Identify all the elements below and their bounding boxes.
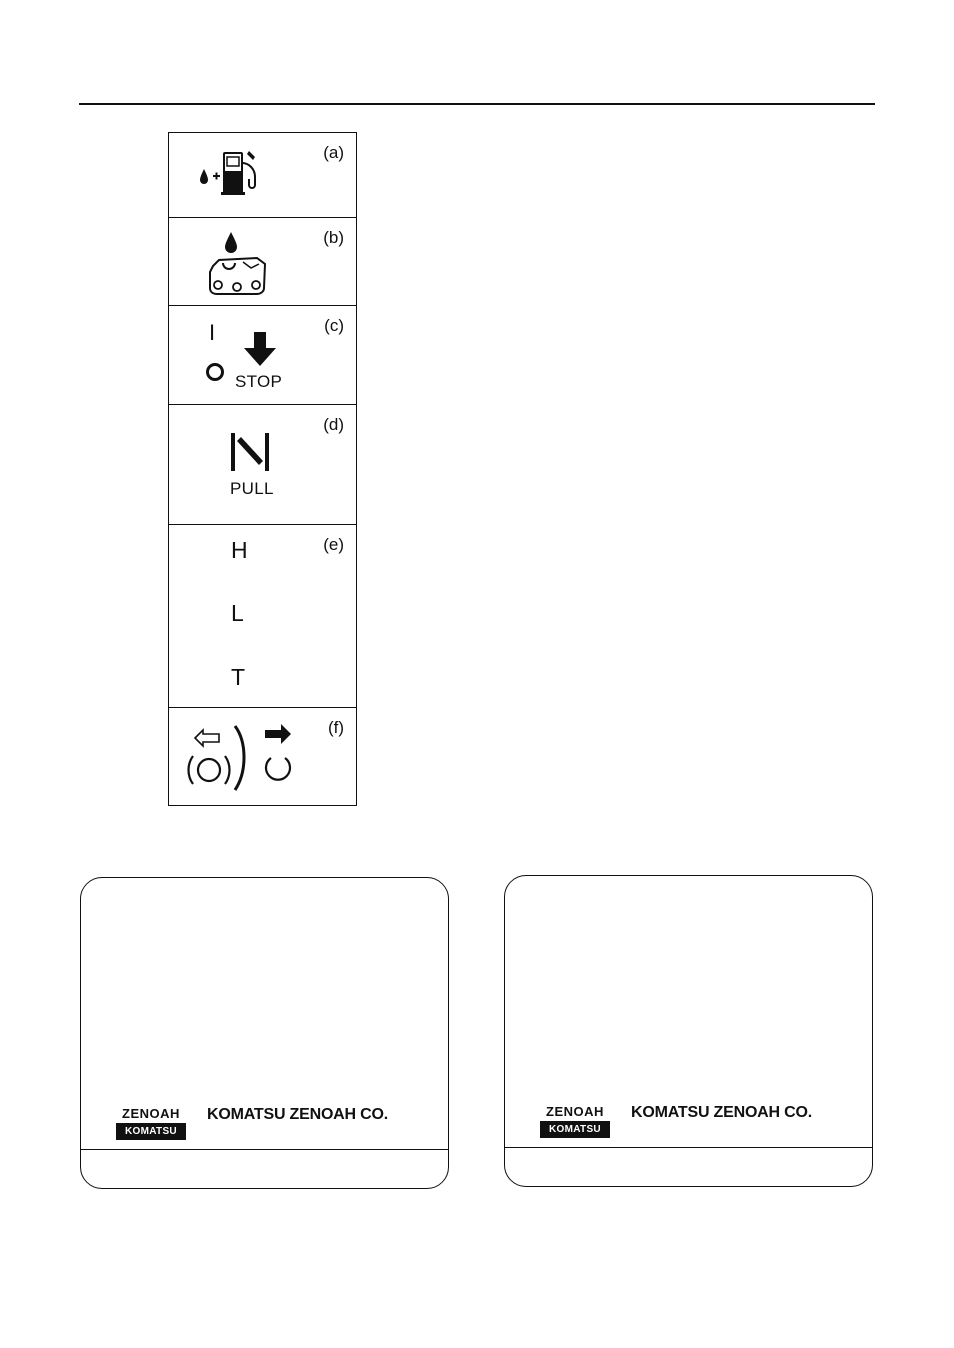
cell-label-b: (b) [323,228,344,247]
komatsu-logo: KOMATSU [540,1121,610,1138]
fuel-oil-mix-icon [197,149,267,197]
symbol-cell-b [169,218,356,306]
cell-label-e: (e) [323,535,344,554]
cell-label-c: (c) [324,316,344,335]
symbol-cell-d [169,405,356,525]
down-arrow-icon [242,330,278,368]
symbol-cell-c [169,306,356,405]
symbol-cell-f [169,708,356,807]
pull-label: PULL [230,479,274,498]
zenoah-logo: ZENOAH [546,1104,604,1119]
choke-icon [229,431,271,473]
symbol-cell-a [169,133,356,218]
symbol-table [168,132,357,806]
chain-brake-icon [185,722,297,794]
header-rule [79,103,875,105]
symbol-cell-e [169,525,356,708]
adjust-letter-t: T [231,664,246,690]
label-plate-left [80,877,449,1189]
stop-label: STOP [235,372,283,391]
komatsu-logo: KOMATSU [116,1123,186,1140]
adjust-letter-l: L [231,600,244,626]
zenoah-logo: ZENOAH [122,1106,180,1121]
plate-divider [505,1147,872,1148]
company-name: KOMATSU ZENOAH CO. [207,1106,388,1123]
label-plate-right [504,875,873,1187]
cell-label-d: (d) [323,415,344,434]
chain-oil-icon [207,230,271,300]
cell-label-a: (a) [323,143,344,162]
adjust-letter-h: H [231,537,248,563]
company-name: KOMATSU ZENOAH CO. [631,1104,812,1121]
switch-on-mark: I [209,320,216,345]
cell-label-f: (f) [327,718,344,737]
switch-off-icon [204,361,226,383]
plate-divider [81,1149,448,1150]
